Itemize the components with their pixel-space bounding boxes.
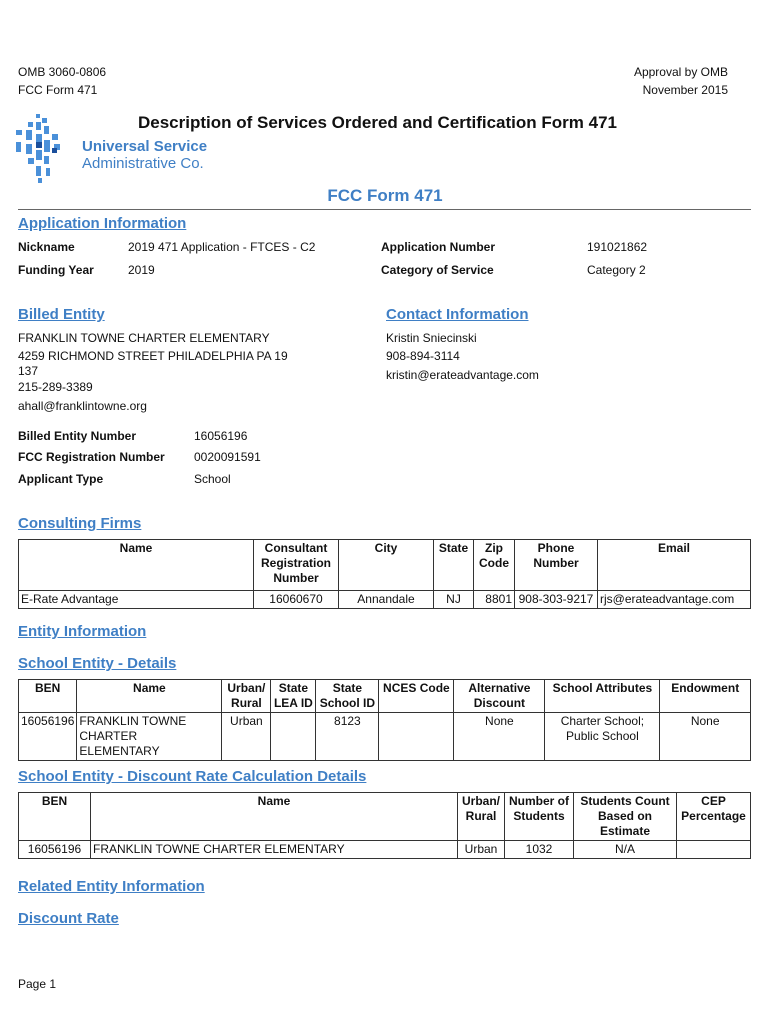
usac-logo-icon: [14, 112, 74, 184]
table-cell: rjs@erateadvantage.com: [598, 591, 751, 609]
school-details-table: [18, 679, 751, 761]
table-cell: 8123: [316, 713, 379, 761]
form-subtitle: FCC Form 471: [327, 186, 443, 205]
billed-entity-heading: Billed Entity: [18, 306, 105, 323]
col-header: Email: [598, 540, 751, 591]
table-cell: 16060670: [254, 591, 339, 609]
table-cell: NJ: [434, 591, 474, 609]
table-cell: 8801: [474, 591, 515, 609]
col-header: Urban/ Rural: [222, 680, 271, 713]
table-cell: [677, 841, 751, 859]
billed-entity-name: FRANKLIN TOWNE CHARTER ELEMENTARY: [18, 331, 270, 345]
fcc-registration-label: FCC Registration Number: [18, 450, 165, 464]
entity-information-heading: Entity Information: [18, 623, 147, 640]
col-header: Phone Number: [515, 540, 598, 591]
col-header: Name: [91, 793, 458, 841]
contact-name: Kristin Sniecinski: [386, 331, 477, 345]
billed-entity-address-line1: 4259 RICHMOND STREET PHILADELPHIA PA 19: [18, 349, 288, 363]
table-cell: 16056196: [19, 713, 77, 761]
col-header: NCES Code: [379, 680, 454, 713]
col-header: Zip Code: [474, 540, 515, 591]
application-number-label: Application Number: [381, 240, 496, 254]
table-cell: Urban: [458, 841, 505, 859]
contact-email: kristin@erateadvantage.com: [386, 368, 539, 382]
school-details-heading: School Entity - Details: [18, 655, 177, 672]
col-header: State School ID: [316, 680, 379, 713]
discount-calc-heading: School Entity - Discount Rate Calculation Details: [18, 768, 367, 785]
page-title: Description of Services Ordered and Certification Form 471: [138, 113, 617, 132]
col-header: Name: [77, 680, 222, 713]
logo-line2: Administrative Co.: [82, 155, 204, 172]
consulting-firms-heading: Consulting Firms: [18, 515, 142, 532]
contact-heading: Contact Information: [386, 306, 529, 323]
funding-year-label: Funding Year: [18, 263, 94, 277]
billed-entity-address-line2: 137: [18, 364, 39, 378]
consulting-firms-table: [18, 539, 751, 609]
table-cell: Annandale: [339, 591, 434, 609]
ben-label: Billed Entity Number: [18, 429, 137, 443]
table-cell: Urban: [222, 713, 271, 761]
application-number-value: 191021862: [587, 240, 648, 254]
table-cell: FRANKLIN TOWNE CHARTER ELEMENTARY: [77, 713, 222, 761]
col-header: Alternative Discount: [454, 680, 545, 713]
table-cell: FRANKLIN TOWNE CHARTER ELEMENTARY: [91, 841, 458, 859]
table-cell: N/A: [574, 841, 677, 859]
col-header: Endowment: [660, 680, 751, 713]
table-row: [19, 591, 751, 609]
logo-line1: Universal Service: [82, 138, 208, 155]
funding-year-value: 2019: [128, 263, 155, 277]
applicant-type-value: School: [194, 472, 231, 486]
discount-rate-heading: Discount Rate: [18, 910, 119, 927]
table-cell: None: [454, 713, 545, 761]
col-header: Consultant Registration Number: [254, 540, 339, 591]
form-label: FCC Form 471: [18, 83, 98, 97]
page-number: Page 1: [18, 977, 57, 991]
col-header: BEN: [19, 680, 77, 713]
col-header: BEN: [19, 793, 91, 841]
approval-date: November 2015: [642, 83, 728, 97]
application-heading: Application Information: [18, 215, 187, 232]
table-cell: E-Rate Advantage: [19, 591, 254, 609]
nickname-label: Nickname: [18, 240, 75, 254]
table-cell: [271, 713, 316, 761]
table-row: [19, 713, 751, 761]
category-label: Category of Service: [381, 263, 494, 277]
table-cell: [379, 713, 454, 761]
table-cell: 1032: [505, 841, 574, 859]
col-header: School Attributes: [545, 680, 660, 713]
billed-entity-phone: 215-289-3389: [18, 380, 93, 394]
omb-approval: Approval by OMB: [633, 65, 728, 79]
table-cell: 908-303-9217: [515, 591, 598, 609]
col-header: Students Count Based on Estimate: [574, 793, 677, 841]
header-divider: [18, 209, 751, 210]
table-cell: Charter School; Public School: [545, 713, 660, 761]
col-header: Urban/ Rural: [458, 793, 505, 841]
col-header: CEP Percentage: [677, 793, 751, 841]
col-header: City: [339, 540, 434, 591]
omb-number: OMB 3060-0806: [18, 65, 107, 79]
billed-entity-email: ahall@franklintowne.org: [18, 399, 147, 413]
nickname-value: 2019 471 Application - FTCES - C2: [128, 240, 316, 254]
fcc-registration-value: 0020091591: [194, 450, 261, 464]
contact-phone: 908-894-3114: [386, 349, 460, 363]
discount-calc-table: [18, 792, 751, 859]
table-cell: None: [660, 713, 751, 761]
category-value: Category 2: [587, 263, 646, 277]
col-header: State LEA ID: [271, 680, 316, 713]
table-cell: 16056196: [19, 841, 91, 859]
table-row: [19, 841, 751, 859]
col-header: State: [434, 540, 474, 591]
ben-value: 16056196: [194, 429, 248, 443]
related-entity-heading: Related Entity Information: [18, 878, 205, 895]
applicant-type-label: Applicant Type: [18, 472, 104, 486]
col-header: Number of Students: [505, 793, 574, 841]
col-header: Name: [19, 540, 254, 591]
